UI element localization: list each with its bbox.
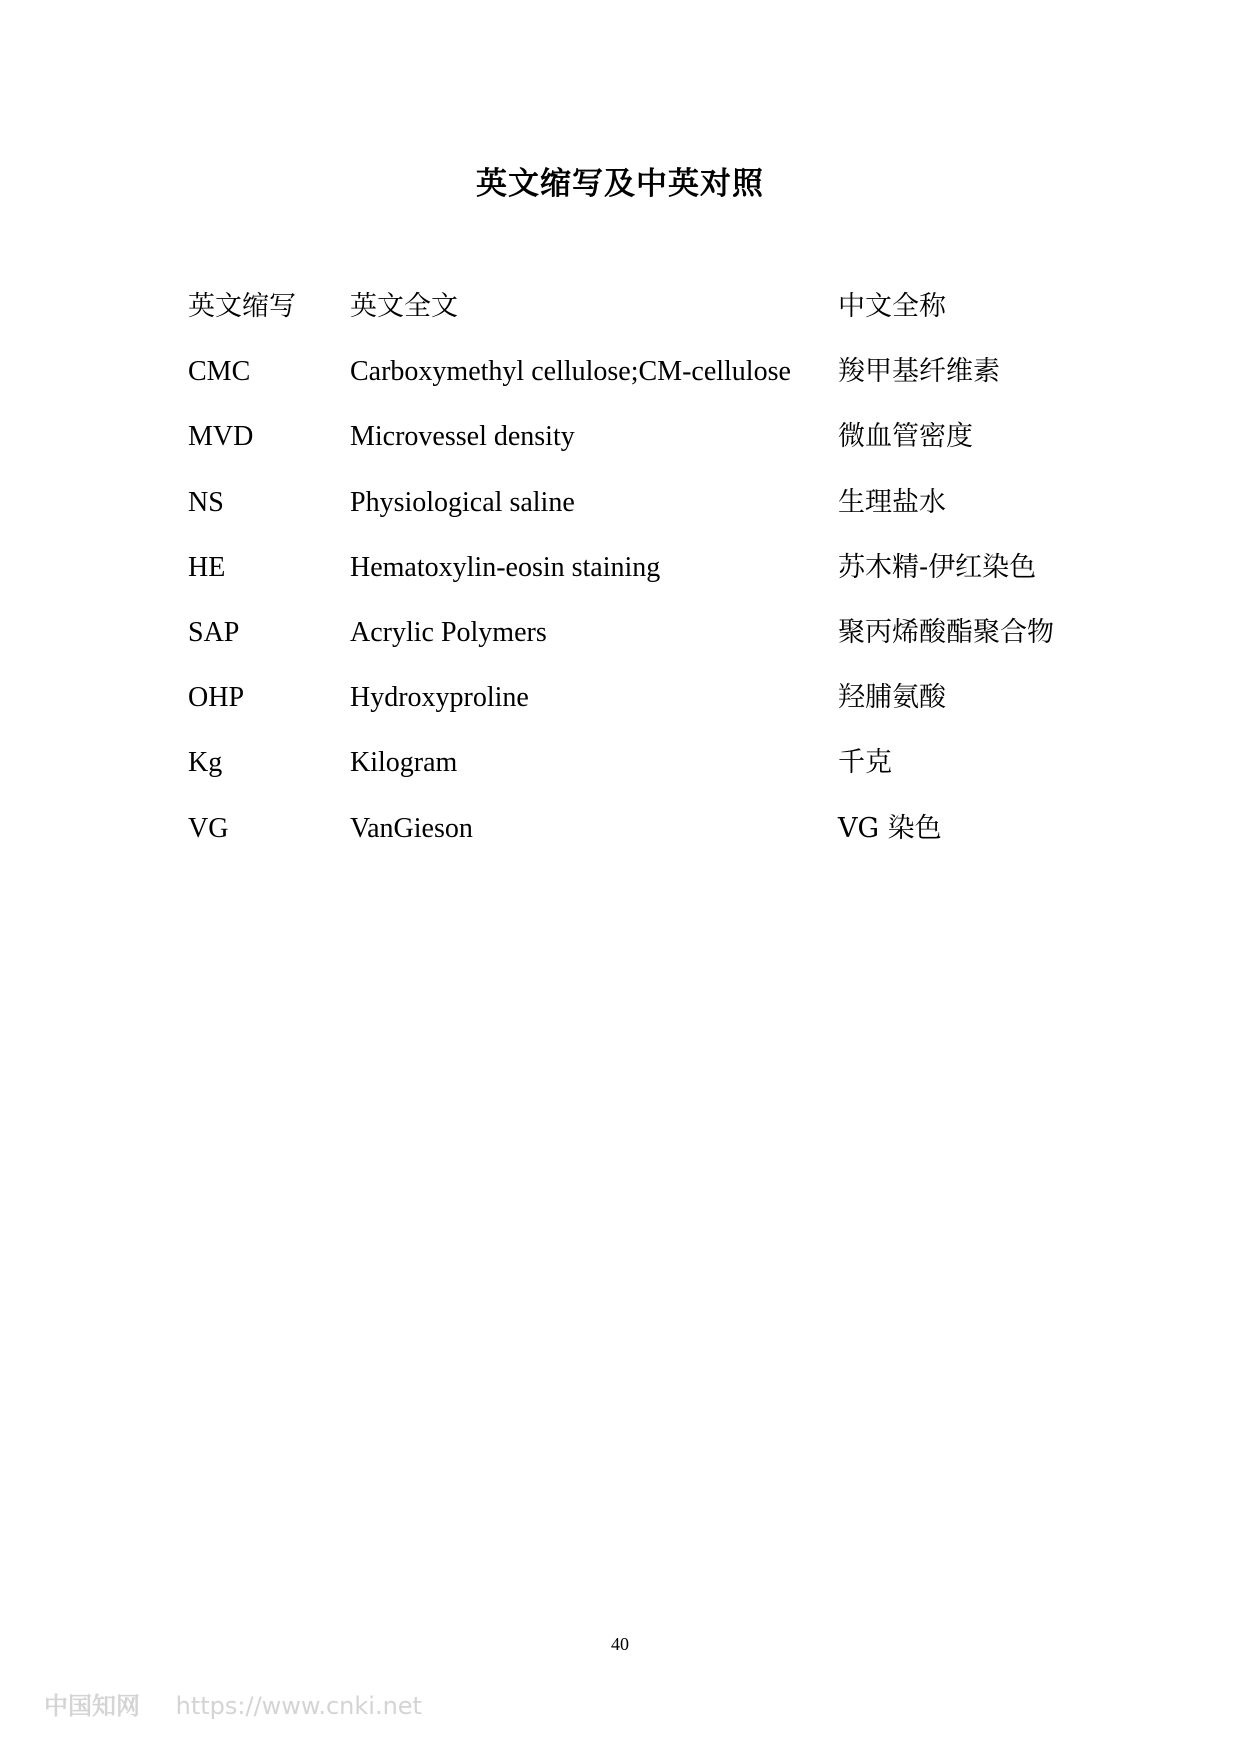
abbreviation-table: [188, 287, 1088, 874]
abbreviation-cell: NS: [188, 486, 224, 518]
table-row: [188, 809, 1088, 874]
page-title: 英文缩写及中英对照: [476, 166, 764, 202]
chinese-term-cell: 羧甲基纤维素: [838, 356, 1000, 388]
english-term-cell: Kilogram: [350, 747, 458, 779]
abbreviation-cell: Kg: [188, 747, 223, 779]
watermark-url: https://www.cnki.net: [175, 1692, 422, 1720]
table-row: [188, 417, 1088, 482]
chinese-term-cell: 微血管密度: [838, 421, 973, 453]
chinese-term-cell: 聚丙烯酸酯聚合物: [838, 616, 1054, 648]
table-row: [188, 483, 1088, 548]
header-english-full: 英文全文: [350, 291, 458, 322]
abbreviation-cell: VG: [188, 812, 229, 844]
english-term-cell: Carboxymethyl cellulose;CM-cellulose: [350, 356, 791, 388]
chinese-term-cell: 苏木精-伊红染色: [838, 551, 1037, 583]
page-number: 40: [611, 1634, 629, 1654]
header-chinese-full: 中文全称: [838, 291, 946, 322]
table-row: [188, 352, 1088, 417]
table-row: [188, 678, 1088, 743]
abbreviation-cell: HE: [188, 551, 226, 583]
english-term-cell: Physiological saline: [350, 486, 575, 518]
chinese-term-cell: 千克: [838, 747, 892, 779]
abbreviation-cell: CMC: [188, 356, 251, 388]
english-term-cell: Microvessel density: [350, 421, 575, 453]
abbreviation-cell: MVD: [188, 421, 254, 453]
table-row: [188, 548, 1088, 613]
chinese-term-cell: VG 染色: [838, 812, 942, 844]
table-row: [188, 613, 1088, 678]
abbreviation-cell: SAP: [188, 616, 240, 648]
watermark-brand: 中国知网: [44, 1692, 140, 1720]
english-term-cell: Acrylic Polymers: [350, 616, 547, 648]
header-abbreviation: 英文缩写: [188, 291, 296, 322]
english-term-cell: VanGieson: [350, 812, 473, 844]
chinese-term-cell: 生理盐水: [838, 486, 946, 518]
english-term-cell: Hematoxylin-eosin staining: [350, 551, 661, 583]
chinese-term-cell: 羟脯氨酸: [838, 682, 946, 714]
cnki-watermark: [44, 1690, 422, 1722]
table-row: [188, 743, 1088, 808]
abbreviation-cell: OHP: [188, 682, 245, 714]
english-term-cell: Hydroxyproline: [350, 682, 529, 714]
table-header-row: [188, 287, 1088, 352]
